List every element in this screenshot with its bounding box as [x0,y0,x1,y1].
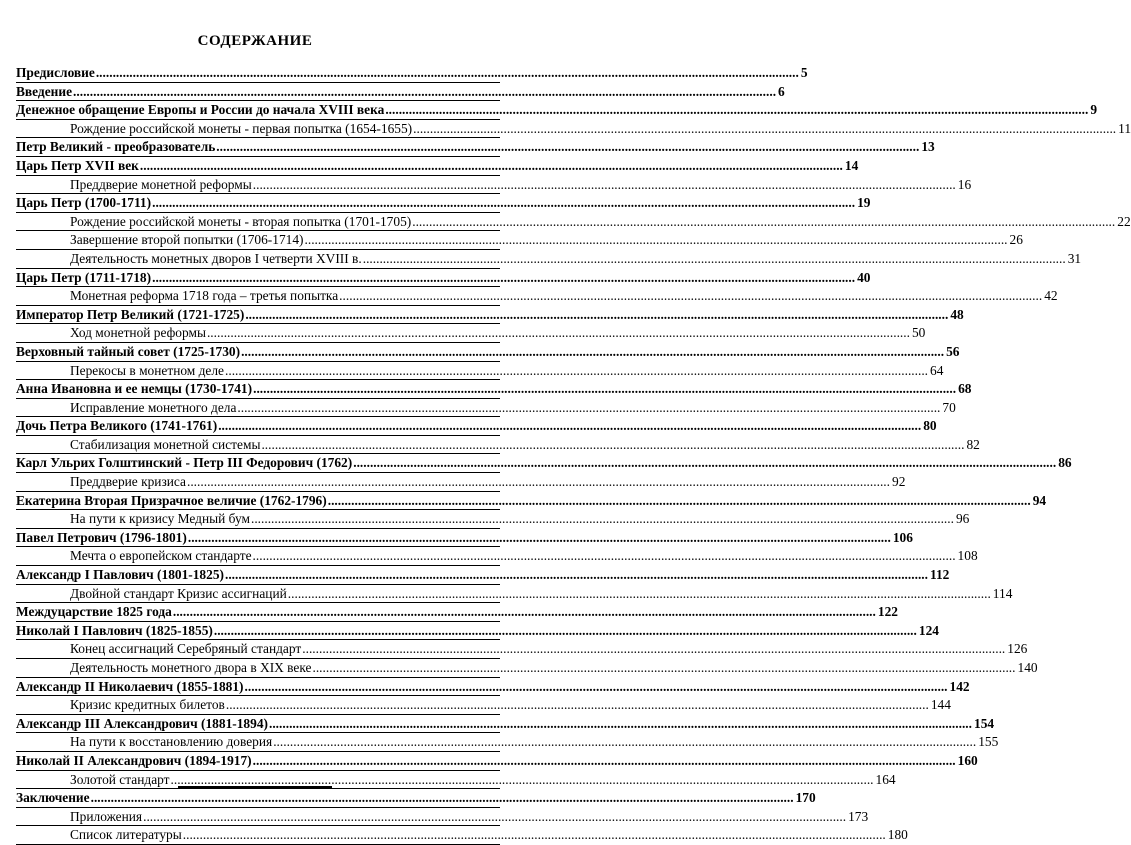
toc-entry-page: 6 [778,83,785,99]
toc-entry-title: Александр III Александрович (1881-1894) [16,715,268,731]
toc-entry-page: 86 [1058,455,1072,471]
toc-entry-title: Рождение российской монеты - вторая попытка (1701-1705) [70,213,412,229]
toc-entry-page: 164 [875,771,896,787]
toc-entry-title: Ход монетной реформы [70,325,206,341]
toc-entry-page: 42 [1044,288,1058,304]
toc-entry [16,808,869,827]
toc-entry-title: Преддверие монетной реформы [70,176,252,192]
toc-dot-leader [268,715,972,733]
toc-entry-page: 5 [800,65,808,80]
toc-dot-leader [225,696,929,714]
toc-entry-page: 48 [950,306,964,322]
toc-entry [16,473,906,492]
toc-entry [16,529,913,548]
toc-dot-leader [272,733,976,751]
toc-entry [16,622,939,641]
toc-entry-page: 13 [921,139,935,155]
toc-entry-page: 19 [857,195,871,211]
toc-entry-page: 94 [1032,492,1047,508]
toc-entry [16,492,1047,511]
toc-entry [16,231,1023,250]
toc-dot-leader [260,436,964,454]
toc-entry-title: Николай I Павлович (1825-1855) [16,622,213,638]
toc-entry [16,826,908,845]
toc-dot-leader [244,678,948,696]
toc-entry-title: Преддверие кризиса [70,474,186,490]
toc-entry-title: Александр II Николаевич (1855-1881) [16,678,244,694]
toc-dot-leader [187,529,891,547]
toc-entry [16,454,1072,473]
toc-entry [16,194,871,213]
toc-entry [16,176,972,195]
toc-entry-title: Анна Ивановна и ее немцы (1730-1741) [16,381,253,397]
toc-entry [16,547,978,566]
toc-entry-page: 31 [1067,250,1082,266]
toc-dot-leader [250,510,954,528]
toc-entry-title: Мечта о европейском стандарте [70,548,252,564]
toc-entry-page: 180 [887,827,908,843]
toc-entry-page: 56 [946,343,960,359]
toc-dot-leader [338,287,1042,305]
toc-entry-title: На пути к восстановлению доверия [70,734,273,750]
toc-entry-title: Заключение [16,790,90,806]
toc-dot-leader [215,138,919,156]
toc-entry-page: 96 [955,511,970,527]
toc-entry-page: 155 [978,734,999,750]
toc-entry [16,399,956,418]
toc-entry [16,306,964,325]
toc-dot-leader [151,194,855,212]
toc-dot-leader [224,362,928,380]
toc-dot-leader [412,120,1116,138]
toc-dot-leader [287,585,991,603]
toc-entry-title: Царь Петр XVII век [16,157,139,173]
toc-entry-title: Стабилизация монетной системы [70,436,261,452]
toc-entry [16,752,978,771]
toc-dot-leader [186,473,890,491]
toc-entry-page: 173 [848,808,869,824]
toc-entry-page: 154 [974,715,995,731]
toc-entry [16,436,980,455]
toc-entry-title: Конец ассигнаций Серебряный стандарт [70,641,302,657]
toc-dot-leader [252,752,956,770]
toc-entry-page: 112 [930,567,950,583]
toc-dot-leader [90,789,794,807]
toc-entry-page: 40 [857,269,871,285]
table-of-contents [16,64,1131,845]
toc-entry [16,510,970,529]
toc-entry-title: Николай II Александрович (1894-1917) [16,752,252,768]
toc-entry-title: Золотой стандарт [70,771,170,787]
toc-entry-title: Петр Великий - преобразователь [16,139,216,155]
toc-entry-page: 126 [1007,641,1028,657]
toc-entry [16,83,785,102]
toc-dot-leader [384,101,1088,119]
toc-entry-title: Монетная реформа 1718 года – третья попытка [70,288,339,304]
toc-entry-page: 64 [930,362,944,378]
toc-entry-title: Екатерина Вторая Призрачное величие (1762-1796) [16,492,327,508]
toc-entry [16,566,950,585]
toc-entry-page: 9 [1090,102,1098,118]
toc-entry-page: 114 [992,585,1013,601]
toc-entry [16,733,999,752]
toc-entry-title: Дочь Петра Великого (1741-1761) [16,418,218,434]
toc-entry [16,101,1098,120]
toc-entry-page: 108 [957,548,978,564]
toc-dot-leader [352,454,1056,472]
toc-entry [16,343,960,362]
toc-entry-page: 170 [795,790,816,806]
toc-entry-title: Рождение российской монеты - первая попытка (1654-1655) [70,120,413,136]
toc-entry-page: 82 [966,436,980,452]
toc-entry-page: 70 [942,399,956,415]
toc-entry [16,64,808,83]
toc-dot-leader [151,269,855,287]
toc-entry-page: 14 [844,157,859,173]
toc-entry-title: Завершение второй попытки (1706-1714) [70,232,304,248]
toc-dot-leader [95,64,799,82]
toc-entry-title: Предисловие [16,65,95,80]
footer-rule [178,786,332,788]
toc-dot-leader [206,324,910,342]
toc-dot-leader [217,417,921,435]
toc-entry [16,120,1131,139]
toc-dot-leader [252,176,956,194]
toc-entry-title: Список литературы [70,827,182,843]
toc-dot-leader [139,157,843,175]
toc-dot-leader [236,399,940,417]
toc-dot-leader [304,231,1008,249]
toc-entry-page: 11 [1118,120,1131,136]
toc-dot-leader [311,659,1015,677]
toc-entry [16,603,898,622]
toc-entry [16,585,1013,604]
toc-entry-page: 124 [918,622,939,638]
toc-entry [16,417,937,436]
toc-dot-leader [301,640,1005,658]
toc-entry-title: Кризис кредитных билетов [70,697,225,713]
toc-entry-page: 50 [911,325,926,341]
toc-dot-leader [362,250,1066,268]
toc-dot-leader [411,213,1115,231]
toc-entry [16,715,995,734]
toc-entry [16,138,935,157]
toc-entry-page: 22 [1117,213,1131,229]
toc-entry [16,250,1082,269]
toc-entry [16,362,944,381]
toc-dot-leader [142,808,846,826]
toc-entry-title: Верховный тайный совет (1725-1730) [16,343,241,359]
toc-entry [16,380,972,399]
toc-entry [16,287,1058,306]
toc-entry-page: 16 [957,176,972,192]
toc-dot-leader [244,306,948,324]
toc-entry-title: Двойной стандарт Кризис ассигнаций [70,585,287,601]
toc-entry-page: 80 [923,418,937,434]
toc-entry-title: Император Петр Великий (1721-1725) [16,306,245,322]
toc-entry-title: Деятельность монетного двора в XIX веке [70,660,312,675]
toc-entry [16,157,859,176]
toc-heading: СОДЕРЖАНИЕ [197,33,313,49]
toc-entry-title: Карл Ульрих Голштинский - Петр III Федорович (1762) [16,455,353,471]
toc-entry-page: 26 [1009,232,1023,248]
toc-entry [16,696,951,715]
toc-entry-title: Деятельность монетных дворов I четверти XVIII в. [70,250,362,266]
toc-entry-page: 142 [949,678,970,694]
toc-entry-page: 160 [957,752,978,768]
toc-dot-leader [182,826,886,844]
toc-entry-title: Александр I Павлович (1801-1825) [16,567,224,583]
toc-dot-leader [213,622,917,640]
toc-dot-leader [327,492,1031,510]
toc-entry-title: На пути к кризису Медный бум [70,511,250,527]
toc-dot-leader [172,603,876,621]
toc-entry-title: Денежное обращение Европы и России до начала XVIII века [16,102,385,118]
toc-dot-leader [252,380,956,398]
toc-entry-title: Введение [16,83,73,99]
toc-entry-page: 92 [892,474,906,490]
toc-entry-page: 122 [877,604,898,620]
toc-entry [16,789,816,808]
toc-entry [16,659,1038,678]
toc-entry-title: Приложения [70,808,143,824]
toc-dot-leader [252,547,956,565]
toc-dot-leader [224,566,928,584]
toc-entry-title: Павел Петрович (1796-1801) [16,529,187,545]
toc-entry-page: 144 [930,697,951,713]
toc-entry-title: Междуцарствие 1825 года [16,604,172,620]
toc-dot-leader [72,83,776,101]
toc-entry-page: 140 [1017,660,1038,675]
toc-entry [16,324,926,343]
toc-entry [16,678,970,697]
toc-entry-title: Царь Петр (1700-1711) [16,195,152,211]
toc-dot-leader [240,343,944,361]
toc-entry-title: Исправление монетного дела [70,399,237,415]
toc-entry [16,640,1028,659]
toc-entry [16,213,1131,232]
toc-entry-page: 106 [892,529,913,545]
toc-entry-page: 68 [958,381,972,397]
toc-entry [16,269,871,288]
toc-entry-title: Перекосы в монетном деле [70,362,225,378]
toc-entry-title: Царь Петр (1711-1718) [16,269,152,285]
